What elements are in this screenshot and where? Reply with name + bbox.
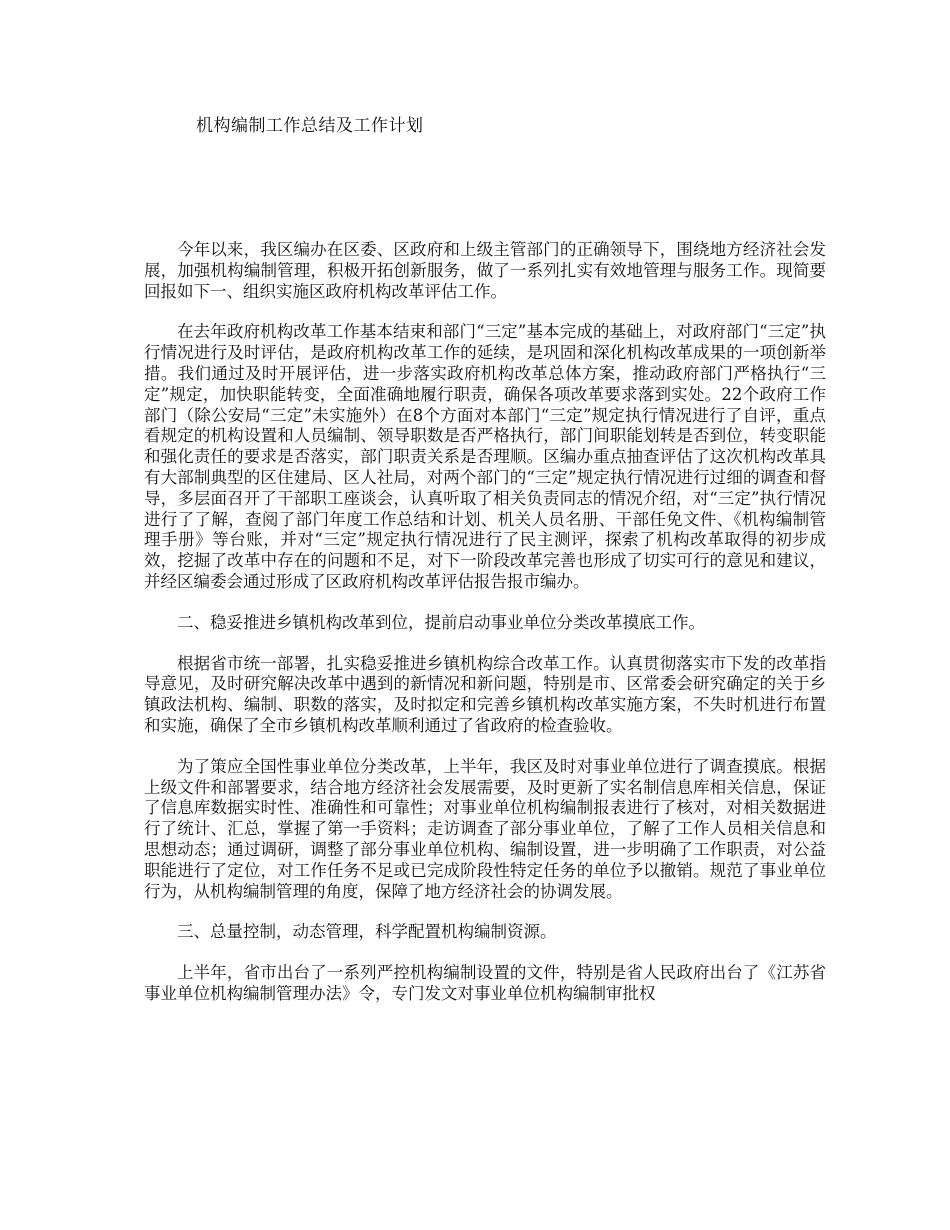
paragraph-total-control: 上半年，省市出台了一系列严控机构编制设置的文件，特别是省人民政府出台了《江苏省事业单位机构编制管理办法》令，专门发文对事业单位机构编制审批权 — [144, 963, 826, 1003]
document-body — [144, 240, 826, 1025]
section-heading-3: 三、总量控制，动态管理，科学配置机构编制资源。 — [177, 922, 557, 942]
paragraph-institution-survey: 为了策应全国性事业单位分类改革，上半年，我区及时对事业单位进行了调查摸底。根据上级文件和部署要求，结合地方经济社会发展需要，及时更新了实名制信息库相关信息，保证了信息库数据实时性、准确性和可靠性；对事业单位机构编制报表进行了核对，对相关数据进行了统计、汇总，掌握了第一手资料；走访调查了部分事业单位，了解了工作人员相关信息和思想动态；通过调研，调整了部分事业单位机构、编制设置，进一步明确了工作职责，对公益职能进行了定位，对工作任务不足或已完成阶段性特定任务的单位予以撤销。规范了事业单位行为，从机构编制管理的角度，保障了地方经济社会的协调发展。 — [144, 756, 826, 901]
paragraph-evaluation: 在去年政府机构改革工作基本结束和部门“三定”基本完成的基础上，对政府部门“三定”执行情况进行及时评估，是政府机构改革工作的延续，是巩固和深化机构改革成果的一项创新举措。我们通过及时开展评估，进一步落实政府机构改革总体方案，推动政府部门严格执行“三定”规定，加快职能转变，全面准确地履行职责，确保各项改革要求落到实处。22个政府工作部门（除公安局“三定”未实施外）在8个方面对本部门“三定”规定执行情况进行了自评，重点看规定的机构设置和人员编制、领导职数是否严格执行，部门间职能划转是否到位，转变职能和强化责任的要求是否落实，部门职责关系是否理顺。区编办重点抽查评估了这次机构改革具有大部制典型的区住建局、区人社局，对两个部门的“三定”规定执行情况进行过细的调查和督导，多层面召开了干部职工座谈会，认真听取了相关负责同志的情况介绍，对“三定”执行情况进行了了解，查阅了部门年度工作总结和计划、机关人员名册、干部任免文件、《机构编制管理手册》等台账，并对“三定”规定执行情况进行了民主测评，探索了机构改革取得的初步成效，挖掘了改革中存在的问题和不足，对下一阶段改革完善也形成了切实可行的意见和建议，并经区编委会通过形成了区政府机构改革评估报告报市编办。 — [144, 322, 826, 591]
document-title: 机构编制工作总结及工作计划 — [196, 116, 424, 136]
section-heading-2: 二、稳妥推进乡镇机构改革到位，提前启动事业单位分类改革摸底工作。 — [177, 612, 705, 632]
paragraph-township-reform: 根据省市统一部署，扎实稳妥推进乡镇机构综合改革工作。认真贯彻落实市下发的改革指导意见，及时研究解决改革中遇到的新情况和新问题，特别是市、区常委会研究确定的关于乡镇政法机构、编制、职数的落实，及时拟定和完善乡镇机构改革实施方案，不失时机进行布置和实施，确保了全市乡镇机构改革顺利通过了省政府的检查验收。 — [144, 653, 826, 735]
paragraph-intro: 今年以来，我区编办在区委、区政府和上级主管部门的正确领导下，围绕地方经济社会发展，加强机构编制管理，积极开拓创新服务，做了一系列扎实有效地管理与服务工作。现简要回报如下一、组织实施区政府机构改革评估工作。 — [144, 240, 826, 301]
